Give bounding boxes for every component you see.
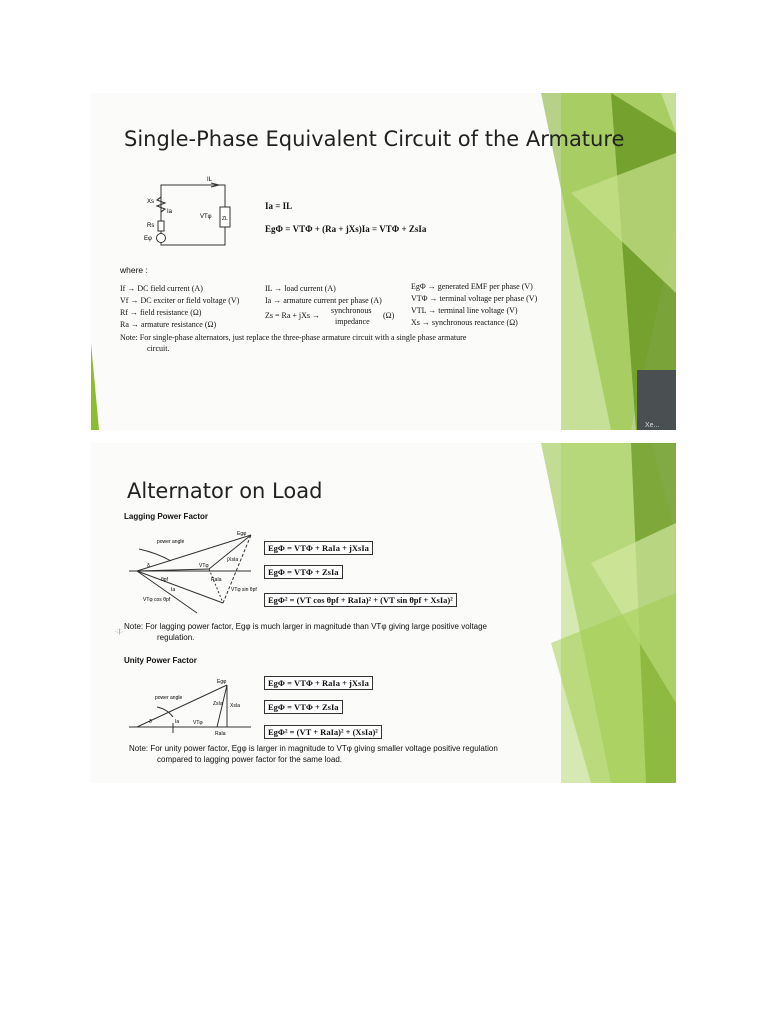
lag-note-cont: regulation.	[157, 633, 195, 642]
unity-label-zsia: ZsIa	[213, 701, 223, 707]
lagging-phasor-diagram	[127, 531, 257, 613]
unity-note: Note: For unity power factor, Egφ is larger in magnitude to VTφ giving smaller voltage positive regulation	[129, 744, 498, 753]
def-eg: EgΦ → generated EMF per phase (V)	[411, 282, 533, 291]
def-il: IL → load current (A)	[265, 284, 336, 293]
unity-label-xsia: XsIa	[230, 703, 241, 709]
lag-label-power-angle: power angle	[157, 539, 185, 545]
def-xs: Xs → synchronous reactance (Ω)	[411, 318, 518, 327]
lag-label-vt: VTφ	[199, 563, 209, 569]
equivalent-circuit-diagram	[145, 175, 249, 261]
def-ra: Ra → armature resistance (Ω)	[120, 320, 217, 329]
where-label: where :	[120, 265, 148, 275]
unity-note-cont: compared to lagging power factor for the same load.	[157, 755, 342, 764]
slide2-title: Alternator on Load	[127, 479, 323, 503]
def-vtl: VTL → terminal line voltage (V)	[411, 306, 518, 315]
unity-label-eg: Egφ	[217, 679, 227, 685]
def-vt: VTΦ → terminal voltage per phase (V)	[411, 294, 538, 303]
unity-heading: Unity Power Factor	[124, 656, 197, 665]
label-ea: Eφ	[144, 236, 152, 242]
eq-ia-il: Ia = IL	[265, 201, 293, 211]
def-zs-synchronous: synchronous	[331, 306, 372, 315]
unity-label-raia: RaIa	[215, 731, 226, 737]
slide-equivalent-circuit	[91, 93, 676, 430]
def-ia: Ia → armature current per phase (A)	[265, 296, 382, 305]
label-rs: Rs	[147, 223, 155, 229]
slide-alternator-on-load	[91, 443, 676, 783]
lag-label-ia: Ia	[171, 587, 176, 593]
unity-phasor-diagram	[127, 677, 257, 737]
unity-eq1: EgΦ = VTΦ + RaIa + jXsIa	[264, 676, 373, 690]
label-load: ZL	[222, 216, 228, 222]
definitions-col2	[265, 283, 382, 307]
lag-eq3: EgΦ² = (VT cos θpf + RaIa)² + (VT sin θpf + XsIa)²	[264, 593, 457, 607]
lag-label-vtcos: VTφ cos θpf	[143, 597, 171, 603]
corner-text: Xe...	[645, 422, 660, 429]
def-zs: Zs = Ra + jXs →	[265, 311, 321, 320]
lagging-heading: Lagging Power Factor	[124, 512, 209, 521]
def-rf: Rf → field resistance (Ω)	[120, 308, 202, 317]
def-zs-impedance: impedance	[335, 317, 370, 326]
lag-label-eg: Egφ	[237, 531, 247, 537]
unity-label-delta: δ	[149, 719, 152, 725]
slide1-title: Single-Phase Equivalent Circuit of the Armature	[124, 127, 625, 151]
def-if: If → DC field current (A)	[120, 284, 203, 293]
unity-label-vt: VTφ	[193, 720, 203, 726]
def-zs-unit: (Ω)	[383, 311, 395, 320]
eq-eg-phase: EgΦ = VTΦ + (Ra + jXs)Ia = VTΦ + ZsIa	[265, 224, 427, 234]
lag-label-vtsin: VTφ sin θpf	[231, 587, 257, 593]
def-vf: Vf → DC exciter or field voltage (V)	[120, 296, 240, 305]
lag-eq1: EgΦ = VTΦ + RaIa + jXsIa	[264, 541, 373, 555]
unity-label-ia: Ia	[175, 719, 180, 725]
definitions-col3	[411, 281, 537, 329]
unity-label-power-angle: power angle	[155, 695, 183, 701]
definitions-col1	[120, 283, 239, 331]
label-il: IL	[207, 177, 213, 183]
label-ia: Ia	[167, 209, 173, 215]
lag-label-theta: θpf	[161, 577, 168, 583]
margin-mark: ·:|:·	[115, 629, 124, 635]
unity-eq2: EgΦ = VTΦ + ZsIa	[264, 700, 343, 714]
lag-note: Note: For lagging power factor, Egφ is much larger in magnitude than VTφ giving large positive voltage	[124, 622, 488, 631]
label-xs: Xs	[147, 199, 155, 205]
unity-eq3: EgΦ² = (VT + RaIa)² + (XsIa)²	[264, 725, 382, 739]
label-vt: VTφ	[200, 214, 212, 220]
note-single-phase-cont: circuit.	[147, 344, 170, 353]
lag-label-raia: RaIa	[211, 577, 222, 583]
note-single-phase: Note: For single-phase alternators, just replace the three-phase armature circuit with a single phase armature	[120, 333, 467, 342]
lag-label-delta: δ	[147, 563, 150, 569]
lag-label-xsia: jXsIa	[227, 557, 239, 563]
corner-dark-box	[637, 370, 676, 430]
lag-eq2: EgΦ = VTΦ + ZsIa	[264, 565, 343, 579]
